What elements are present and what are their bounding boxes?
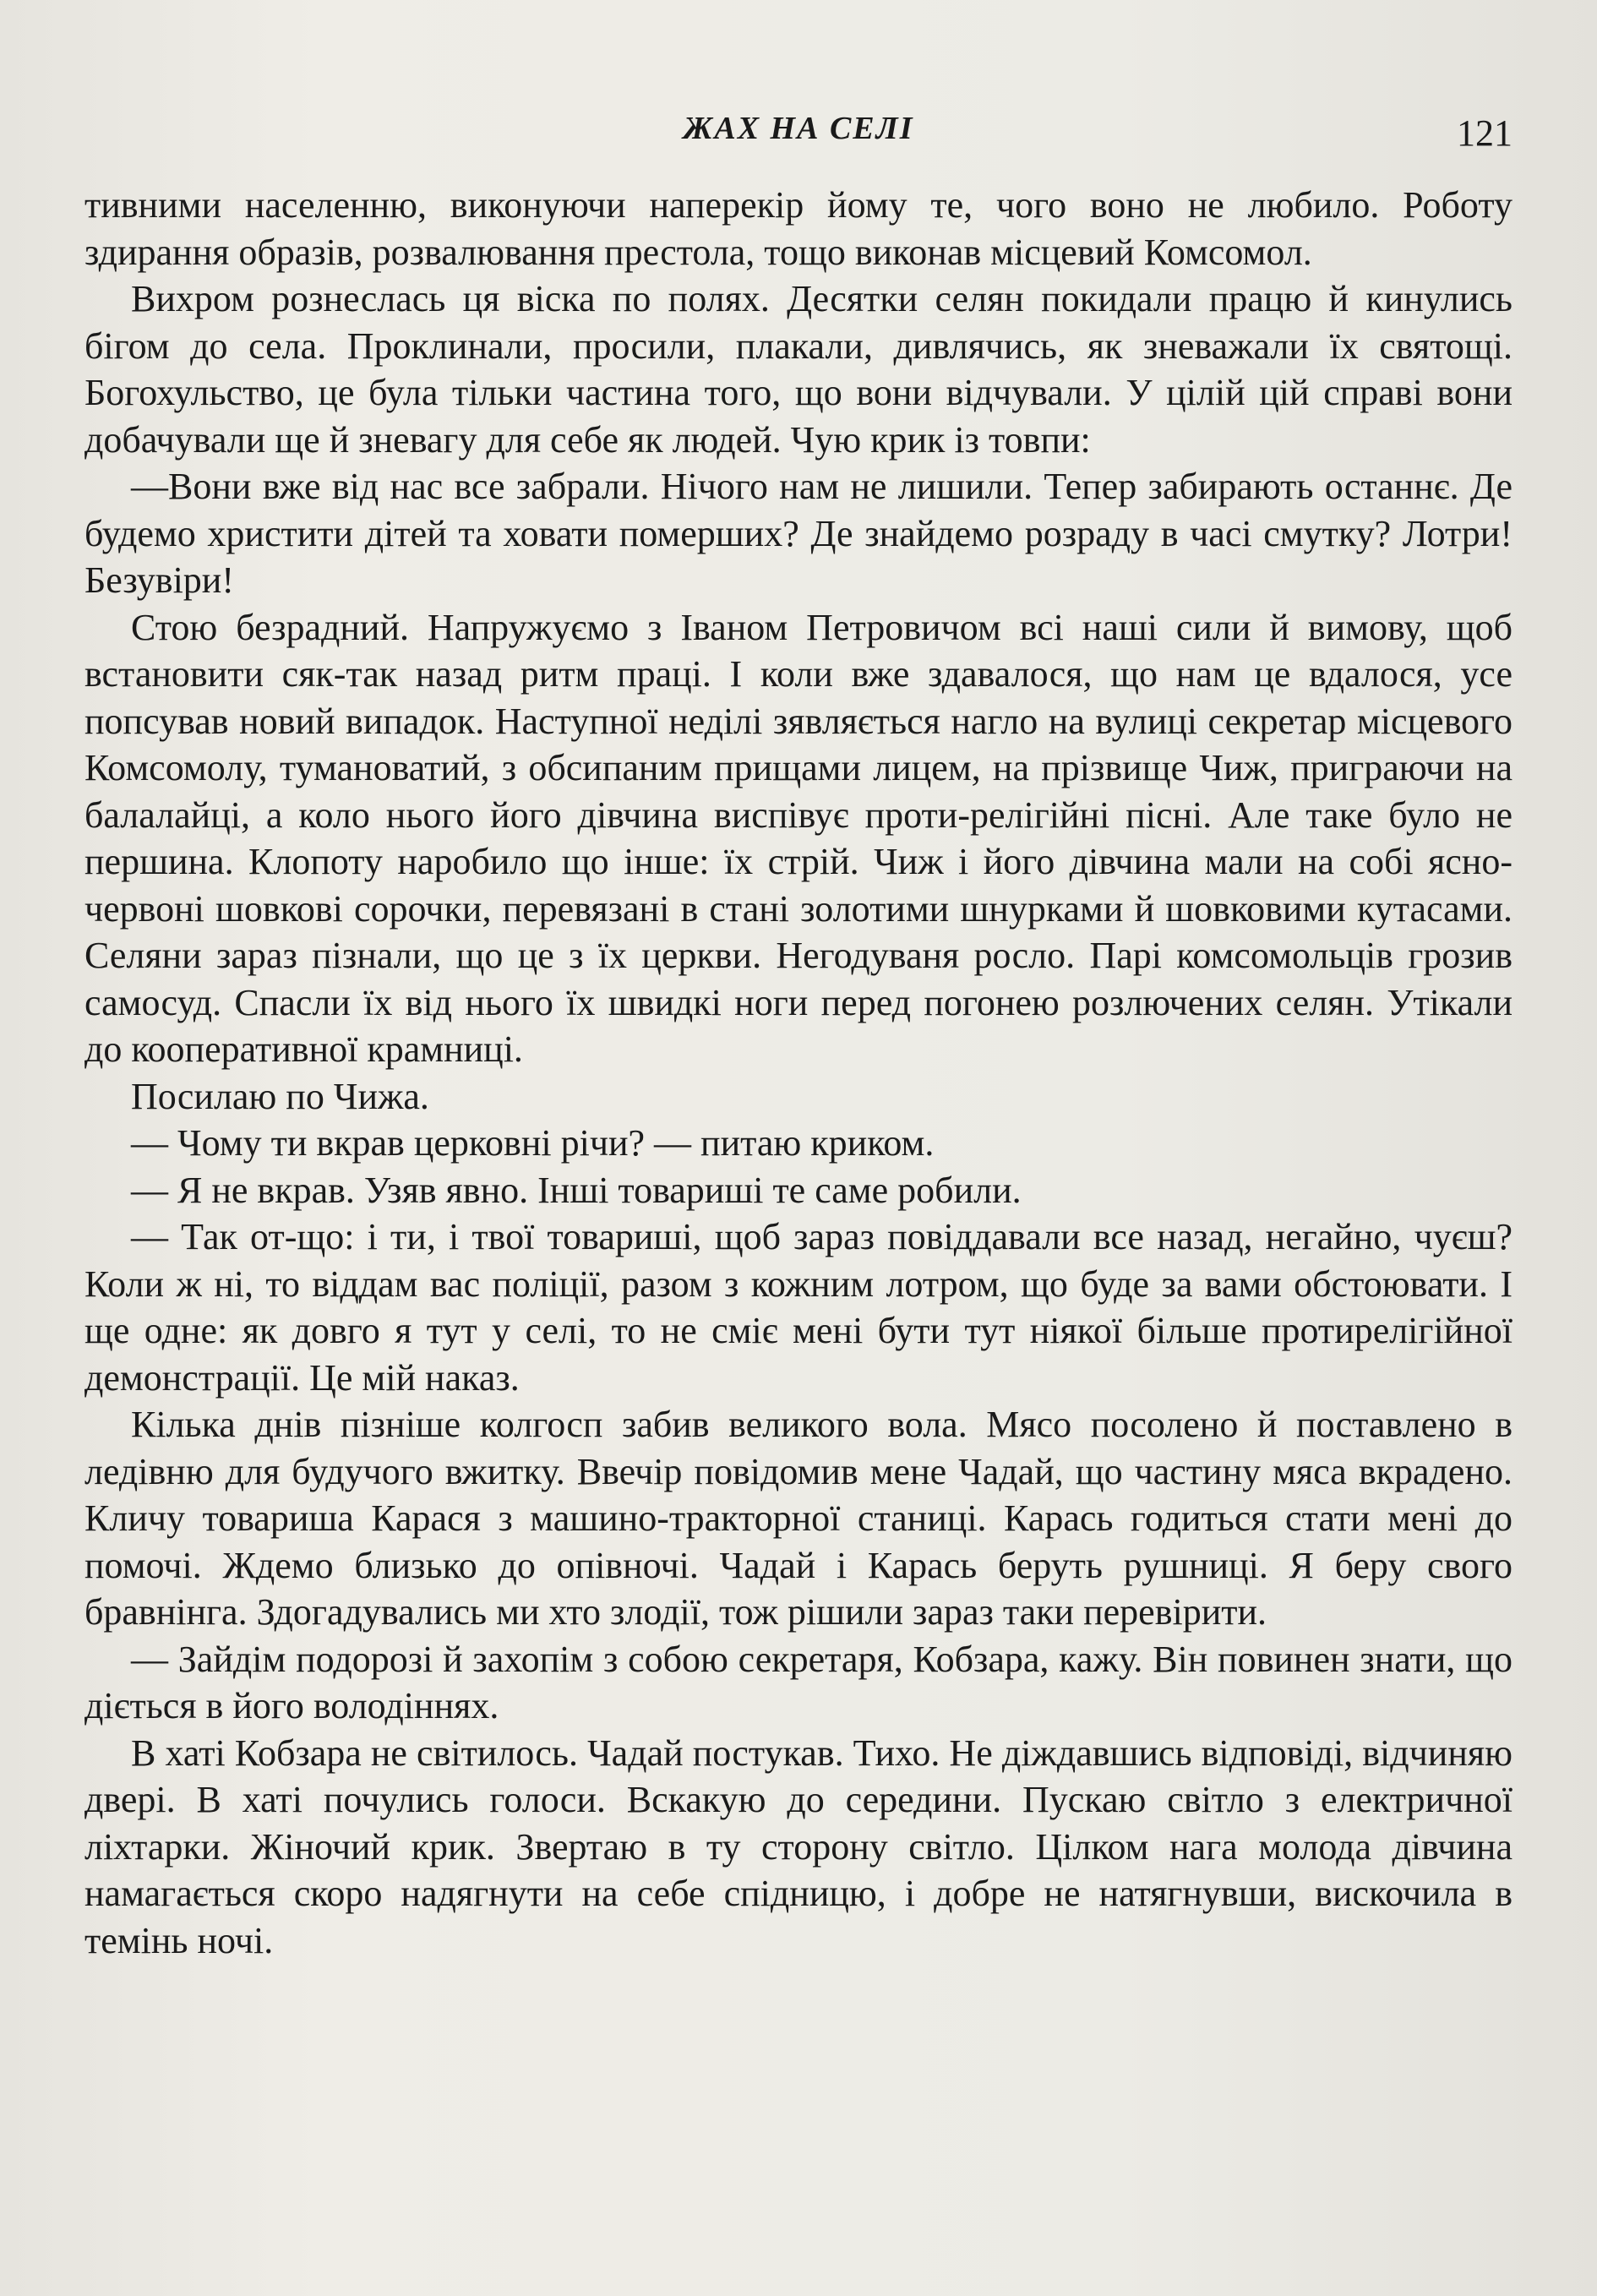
- dialogue-line: — Зайдім подорозі й захопім з собою секретаря, Кобзара, кажу. Він повинен знати, що діється в його володіннях.: [84, 1638, 1513, 1726]
- dialogue-line: — Так от-що: і ти, і твої товариші, щоб зараз повіддавали все назад, негайно, чуєш? Коли ж ні, то віддам вас поліції, разом з кожним лотром, що буде за вами обстоювати. І ще одне: як довго я тут у селі, то не сміє мені бути тут ніякої більше протирелігійної демонстрації. Це мій наказ.: [84, 1216, 1513, 1399]
- dialogue-line: — Чому ти вкрав церковні річи? — питаю криком.: [131, 1122, 935, 1164]
- paragraph: Вихром рознеслась ця віска по полях. Десятки селян покидали працю й кинулись бігом до села. Проклинали, просили, плакали, дивлячись, як зневажали їх святощі. Богохульство, це була тільки частина того, що вони відчували. У цілій цій справі вони добачували ще й зневагу для себе як людей. Чую крик із товпи:: [84, 278, 1513, 461]
- dialogue-line: —Вони вже від нас все забрали. Нічого нам не лишили. Тепер забирають останнє. Де будемо христити дітей та ховати померших? Де знайдемо розраду в часі смутку? Лотри! Безувіри!: [84, 466, 1513, 601]
- paragraph: Кілька днів пізніше колгосп забив великого вола. Мясо посолено й поставлено в ледівню для будучого вжитку. Ввечір повідомив мене Чадай, що частину мяса вкрадено. Кличу товариша Карася з машино-тракторної станиці. Карась годиться стати мені до помочі. Ждемо близько до опівночі. Чадай і Карась беруть рушниці. Я беру свого бравнінга. Здогадувались ми хто злодії, тож рішили зараз таки перевірити.: [84, 1404, 1513, 1633]
- body-text: [84, 182, 1513, 1964]
- paragraph-continuation: тивними населенню, виконуючи наперекір йому те, чого воно не любило. Роботу здирання образів, розвалювання престола, тощо виконав місцевий Комсомол.: [84, 184, 1513, 273]
- running-title: ЖАХ НА СЕЛІ: [683, 111, 914, 146]
- paragraph: Посилаю по Чижа.: [131, 1075, 429, 1117]
- page-header: [84, 110, 1513, 161]
- page-number: 121: [1457, 112, 1513, 154]
- dialogue-line: — Я не вкрав. Узяв явно. Інші товариші те саме робили.: [131, 1169, 1022, 1211]
- paragraph: В хаті Кобзара не світилось. Чадай постукав. Тихо. Не діждавшись відповіді, відчиняю двері. В хаті почулись голоси. Вскакую до середини. Пускаю світло з електричної ліхтарки. Жіночий крик. Звертаю в ту сторону світло. Цілком нага молода дівчина намагається скоро надягнути на себе спідницю, і добре не натягнувши, вискочила в темінь ночі.: [84, 1732, 1513, 1961]
- paragraph: Стою безрадний. Напружуємо з Іваном Петровичом всі наші сили й вимову, щоб встановити сяк-так назад ритм праці. І коли вже здавалося, що нам це вдалося, усе попсував новий випадок. Наступної неділі зявляється нагло на вулиці секретар місцевого Комсомолу, тумановатий, з обсипаним прищами лицем, на прізвище Чиж, приграючи на балалайці, а коло нього його дівчина виспівує проти-релігійні пісні. Але таке було не першина. Клопоту наробило що інше: їх стрій. Чиж і його дівчина мали на собі ясно-червоні шовкові сорочки, перевязані в стані золотими шнурками й шовковими кутасами. Селяни зараз пізнали, що це з їх церкви. Негодуваня росло. Парі комсомольців грозив самосуд. Спасли їх від нього їх швидкі ноги перед погонею розлючених селян. Утікали до кооперативної крамниці.: [84, 606, 1513, 1070]
